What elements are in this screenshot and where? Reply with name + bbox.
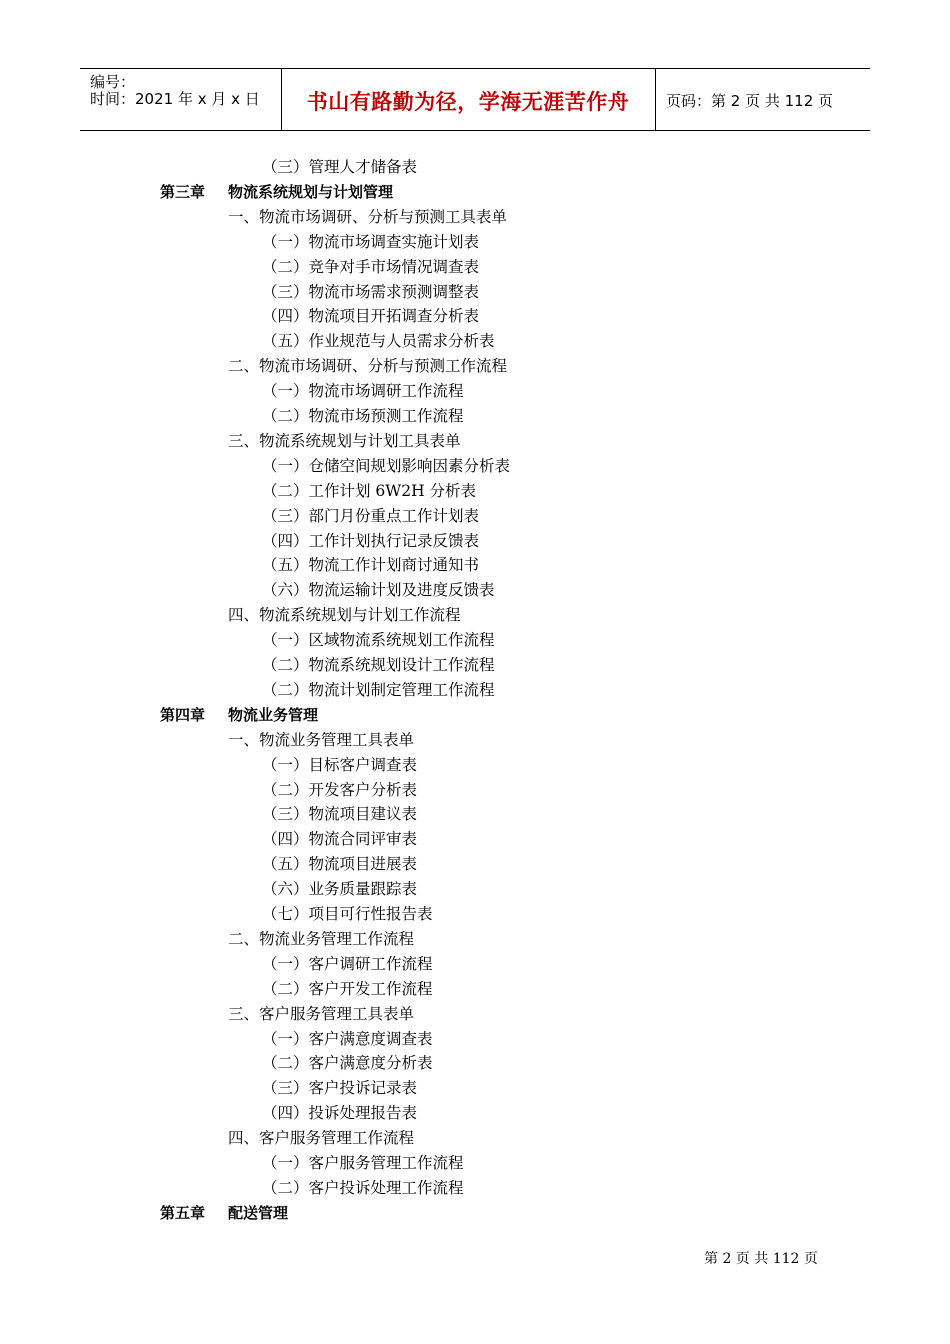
toc-item: （四）工作计划执行记录反馈表 (262, 531, 480, 550)
page-header (80, 68, 870, 131)
header-motto: 书山有路勤为径，学海无涯苦作舟 (306, 90, 630, 114)
toc-item: （三）物流市场需求预测调整表 (262, 282, 480, 301)
document-date-label: 时间：2021 年 x 月 x 日 (90, 90, 260, 108)
chapter-number: 第三章 (160, 182, 206, 201)
toc-item: （三）管理人才储备表 (262, 158, 418, 176)
toc-item: （五）物流项目进展表 (262, 855, 418, 874)
toc-item: （三）部门月份重点工作计划表 (262, 506, 480, 525)
toc-chapter-heading (160, 703, 318, 728)
toc-item: （一）客户调研工作流程 (262, 954, 433, 973)
footer-page-number: 第 2 页 共 112 页 (704, 1251, 818, 1267)
header-page-number: 页码：第 2 页 共 112 页 (666, 92, 834, 110)
toc-item: （二）客户投诉处理工作流程 (262, 1178, 464, 1197)
toc-item: （二）客户满意度分析表 (262, 1054, 433, 1073)
toc-item: （二）工作计划 6W2H 分析表 (262, 481, 477, 500)
toc-item: （六）物流运输计划及进度反馈表 (262, 581, 495, 600)
toc-item: （四）物流项目开拓调查分析表 (262, 307, 480, 326)
header-motto-cell (281, 69, 656, 130)
chapter-number: 第五章 (160, 1203, 206, 1222)
toc-item: （五）作业规范与人员需求分析表 (262, 332, 495, 351)
toc-item: （四）物流合同评审表 (262, 830, 418, 849)
toc-item: （六）业务质量跟踪表 (262, 880, 418, 899)
toc-item: （一）仓储空间规划影响因素分析表 (262, 456, 511, 475)
toc-item: （二）客户开发工作流程 (262, 979, 433, 998)
chapter-title: 物流系统规划与计划管理 (228, 182, 394, 201)
toc-item: （二）开发客户分析表 (262, 780, 418, 799)
toc-section: 三、客户服务管理工具表单 (228, 1004, 415, 1023)
toc-item: （一）客户满意度调查表 (262, 1029, 433, 1048)
toc-section: 三、物流系统规划与计划工具表单 (228, 431, 461, 450)
chapter-title: 物流业务管理 (228, 705, 319, 724)
toc-item: （三）物流项目建议表 (262, 805, 418, 824)
toc-section: 一、物流市场调研、分析与预测工具表单 (228, 207, 508, 226)
toc-item: （四）投诉处理报告表 (262, 1104, 418, 1123)
toc-item: （五）物流工作计划商讨通知书 (262, 556, 480, 575)
chapter-number: 第四章 (160, 705, 206, 724)
toc-item: （二）物流计划制定管理工作流程 (262, 680, 495, 699)
toc-item: （七）项目可行性报告表 (262, 905, 433, 923)
toc-item: （二）物流系统规划设计工作流程 (262, 656, 495, 674)
toc-item: （二）物流市场预测工作流程 (262, 407, 464, 425)
toc-item: （一）区域物流系统规划工作流程 (262, 631, 495, 650)
toc-section: 二、物流市场调研、分析与预测工作流程 (228, 357, 508, 376)
toc-section: 二、物流业务管理工作流程 (228, 929, 415, 948)
toc-item: （二）竞争对手市场情况调查表 (262, 257, 480, 276)
toc-item: （一）目标客户调查表 (262, 755, 418, 774)
toc-section: 四、物流系统规划与计划工作流程 (228, 606, 461, 625)
toc-section: 一、物流业务管理工具表单 (228, 730, 415, 749)
toc-item: （一）物流市场调研工作流程 (262, 382, 464, 401)
toc-item: （一）客户服务管理工作流程 (262, 1154, 464, 1172)
document-number-label: 编号： (90, 73, 136, 91)
toc-chapter-heading (160, 180, 393, 205)
header-meta-cell (80, 69, 282, 130)
header-page-cell (656, 69, 870, 130)
toc-item: （一）物流市场调查实施计划表 (262, 232, 480, 251)
toc-chapter-heading (160, 1201, 288, 1226)
toc-item: （三）客户投诉记录表 (262, 1079, 418, 1098)
chapter-title: 配送管理 (228, 1203, 289, 1222)
toc-section: 四、客户服务管理工作流程 (228, 1129, 415, 1148)
